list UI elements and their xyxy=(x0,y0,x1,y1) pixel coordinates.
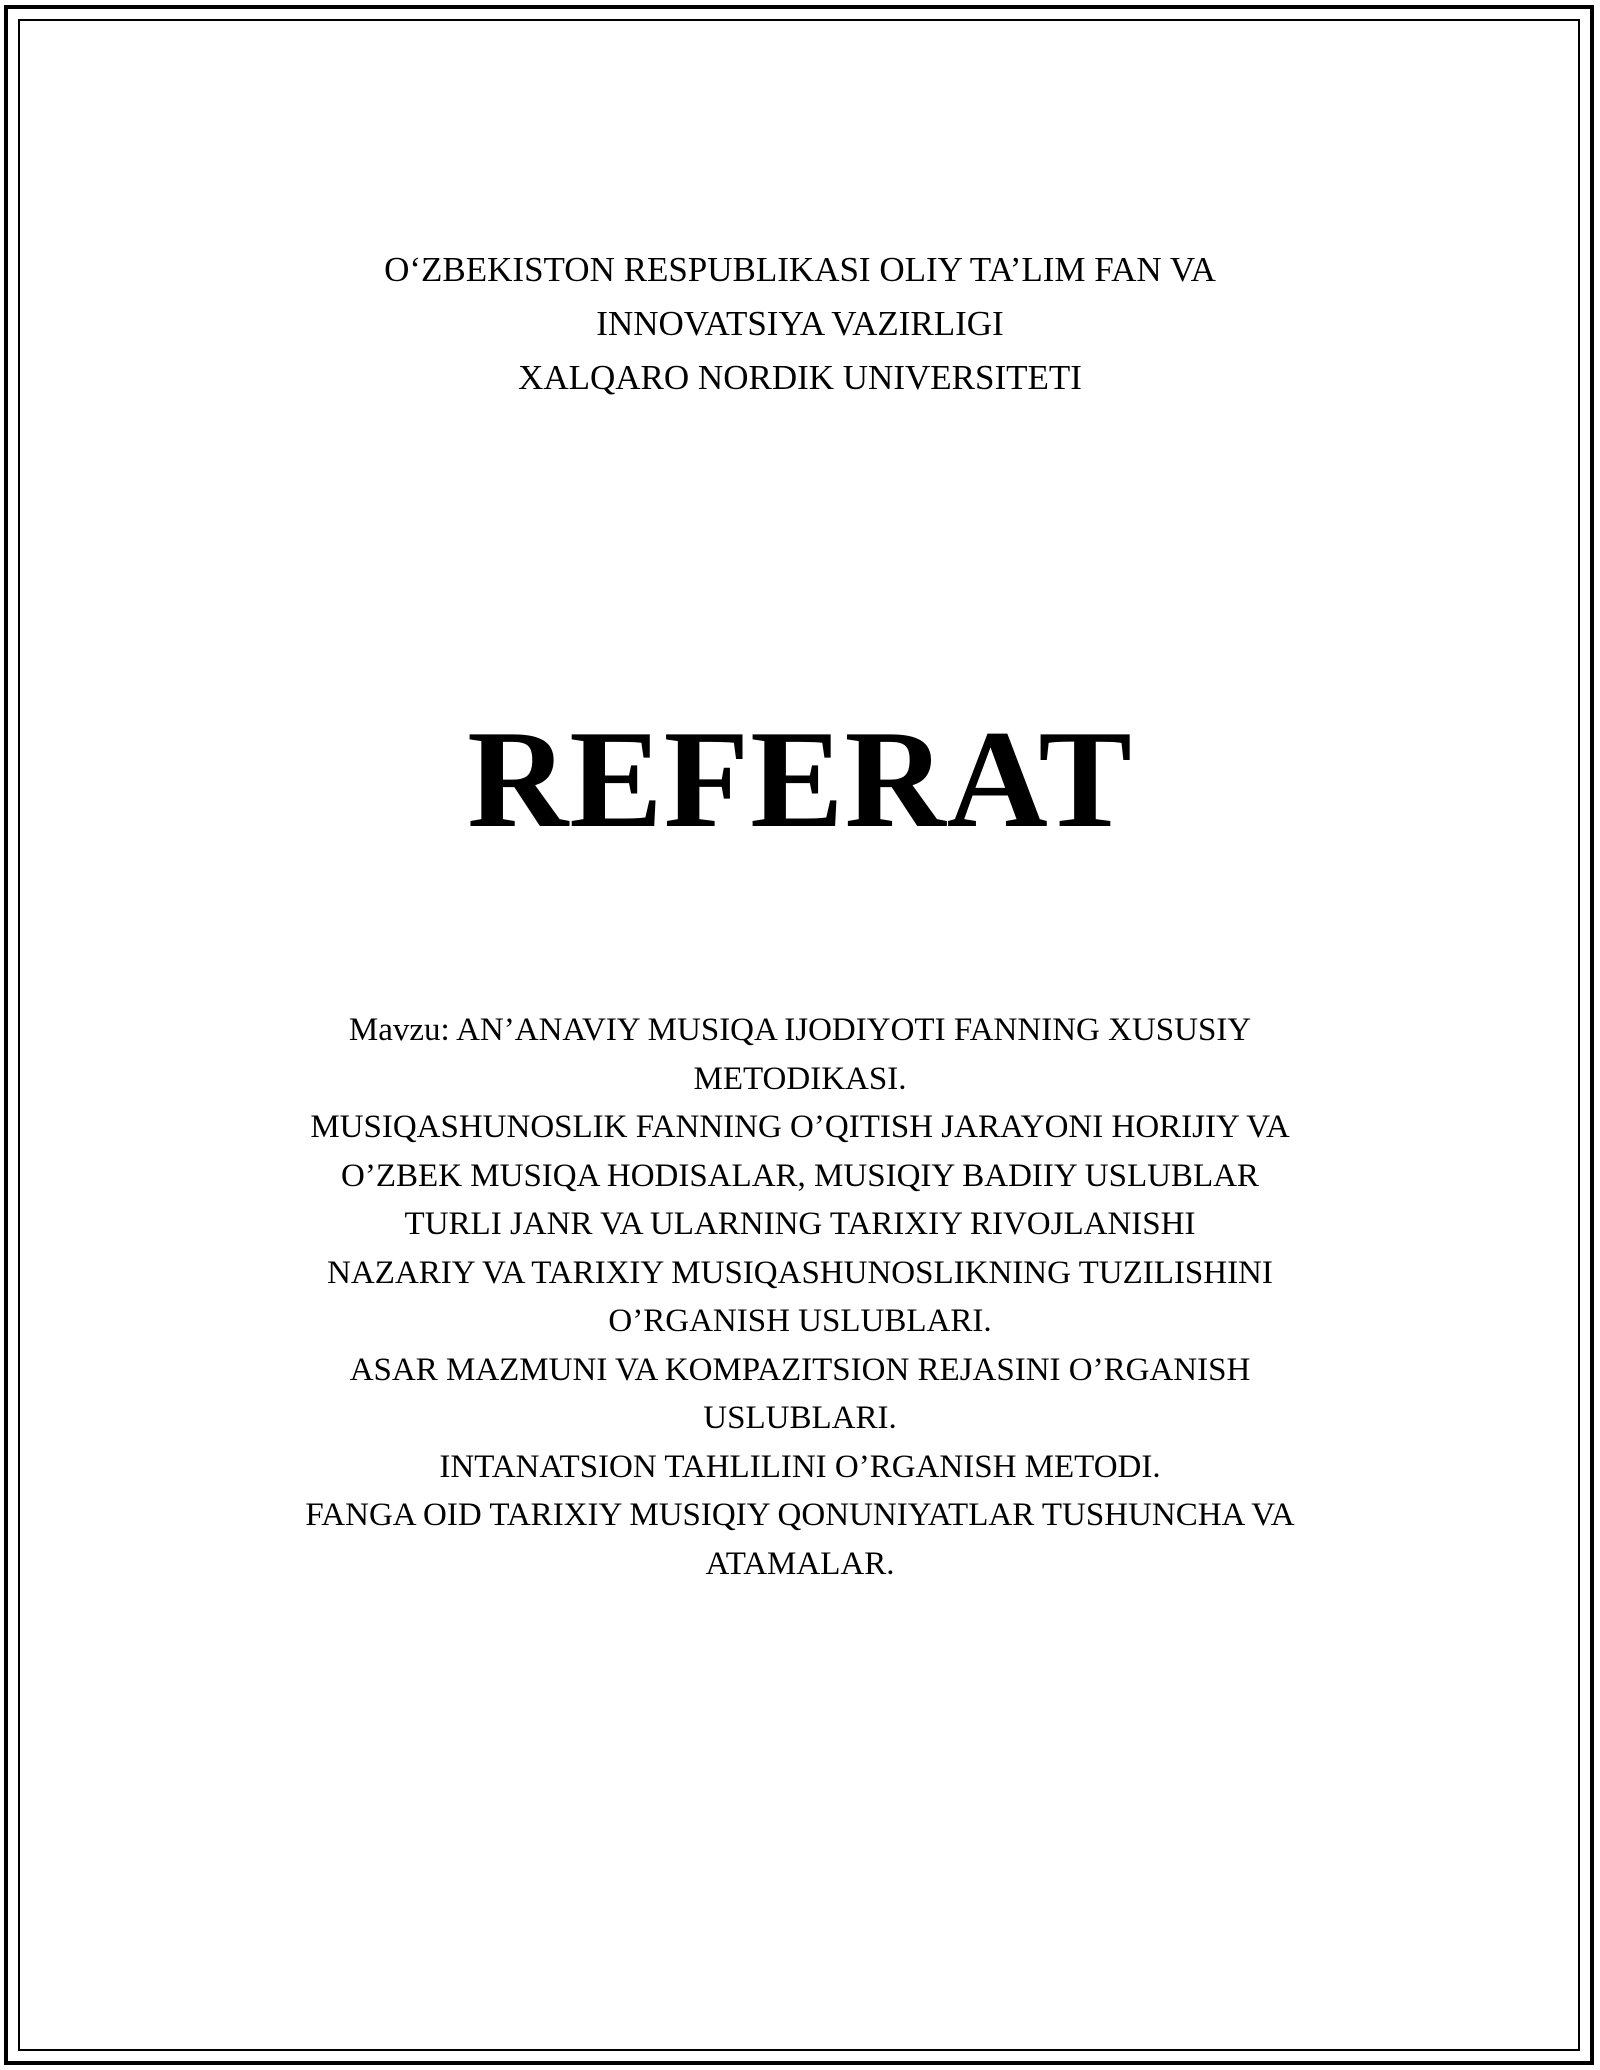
topic-line: Mavzu: AN’ANAVIY MUSIQA IJODIYOTI FANNING XUSUSIY xyxy=(348,1012,1252,1048)
document-title: REFERAT xyxy=(467,702,1133,857)
topic-line: METODIKASI. xyxy=(693,1060,907,1097)
header-line-ministry-cont: INNOVATSIYA VAZIRLIGI xyxy=(596,304,1004,343)
topic-line: NAZARIY VA TARIXIY MUSIQASHUNOSLIKNING TUZILISHINI xyxy=(327,1254,1273,1291)
header-line-ministry: O‘ZBEKISTON RESPUBLIKASI OLIY TA’LIM FAN VA xyxy=(384,250,1216,289)
header-line-university: XALQARO NORDIK UNIVERSITETI xyxy=(518,358,1082,397)
topic-line: MUSIQASHUNOSLIK FANNING O’QITISH JARAYONI HORIJIY VA xyxy=(310,1109,1290,1145)
topic-line: FANGA OID TARIXIY MUSIQIY QONUNIYATLAR TUSHUNCHA VA xyxy=(305,1497,1295,1533)
topic-line: O’ZBEK MUSIQA HODISALAR, MUSIQIY BADIIY USLUBLAR xyxy=(341,1157,1259,1194)
institution-header xyxy=(0,243,1600,405)
topic-line: ASAR MAZMUNI VA KOMPAZITSION REJASINI O’RGANISH xyxy=(349,1351,1251,1388)
topic-line: INTANATSION TAHLILINI O’RGANISH METODI. xyxy=(439,1448,1161,1485)
topic-block xyxy=(0,1006,1600,1588)
topic-line: ATAMALAR. xyxy=(705,1545,895,1582)
topic-line: O’RGANISH USLUBLARI. xyxy=(608,1303,992,1339)
topic-line: USLUBLARI. xyxy=(703,1400,897,1436)
topic-line: TURLI JANR VA ULARNING TARIXIY RIVOJLANISHI xyxy=(404,1206,1196,1242)
